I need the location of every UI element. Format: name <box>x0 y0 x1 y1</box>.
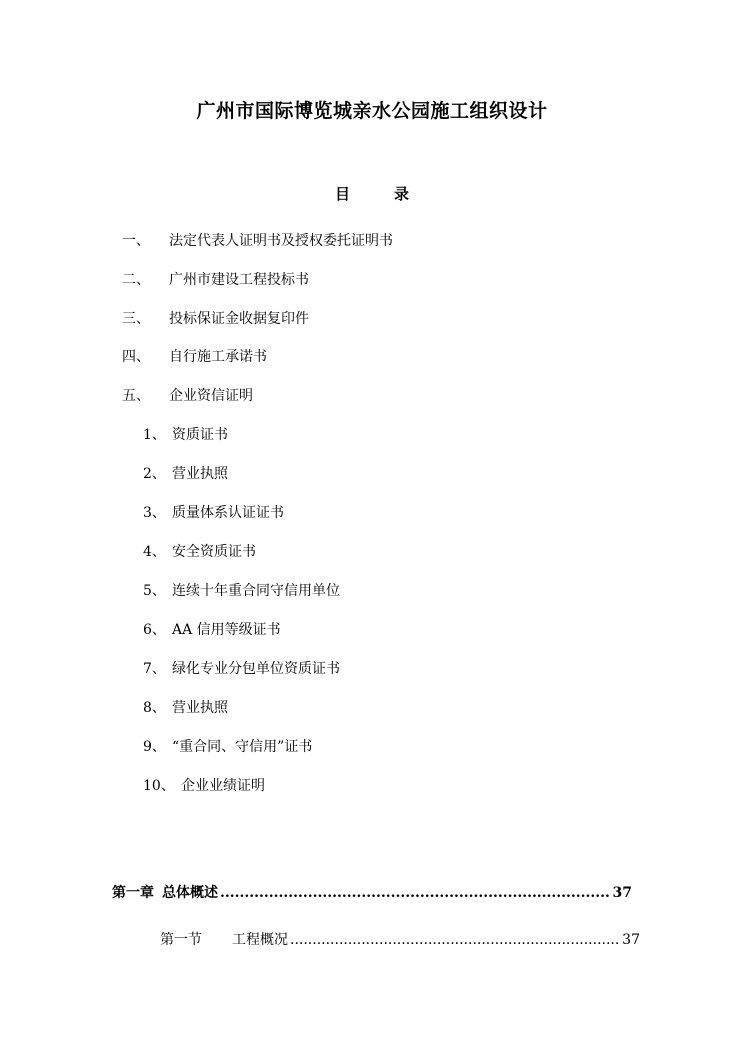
toc-subitem-label: 安全资质证书 <box>172 544 256 560</box>
toc-item-label: 企业资信证明 <box>169 388 253 404</box>
toc-item-number: 三、 <box>122 311 150 327</box>
toc-subitem-label: 绿化专业分包单位资质证书 <box>172 661 340 677</box>
toc-chapter-entry[interactable] <box>112 882 632 902</box>
toc-subitem-label: 连续十年重合同守信用单位 <box>172 583 340 599</box>
toc-item-label: 法定代表人证明书及授权委托证明书 <box>169 233 393 249</box>
toc-item-label: 广州市建设工程投标书 <box>169 272 309 288</box>
toc-subitem-label: AA 信用等级证书 <box>172 622 281 638</box>
toc-item-number: 一、 <box>122 233 150 249</box>
toc-item-label: 投标保证金收据复印件 <box>169 311 309 327</box>
toc-subitem-number: 1、 <box>143 427 166 443</box>
toc-subitem-number: 9、 <box>143 739 166 755</box>
toc-subitem-label: 企业业绩证明 <box>181 778 265 794</box>
document-title: 广州市国际博览城亲水公园施工组织设计 <box>196 100 548 122</box>
section-page-number: 37 <box>622 932 640 948</box>
toc-subitem-label: 营业执照 <box>172 466 228 482</box>
dot-leader <box>290 932 620 948</box>
toc-subitem-number: 7、 <box>143 661 166 677</box>
toc-subitem-label: “重合同、守信用”证书 <box>172 739 313 755</box>
toc-section-entry[interactable] <box>160 929 640 949</box>
toc-item-label: 自行施工承诺书 <box>169 349 267 365</box>
section-title: 工程概况 <box>232 932 288 948</box>
toc-item-number: 四、 <box>122 349 150 365</box>
chapter-page-number: 37 <box>612 885 632 901</box>
toc-item-number: 二、 <box>122 272 150 288</box>
toc-subitem-number: 2、 <box>143 466 166 482</box>
toc-heading-left: 目 <box>334 185 350 203</box>
toc-subitem-number: 5、 <box>143 583 166 599</box>
section-label: 第一节 <box>160 932 202 948</box>
toc-subitem-number: 3、 <box>143 505 166 521</box>
chapter-title: 总体概述 <box>162 885 218 901</box>
toc-subitem-number: 6、 <box>143 622 166 638</box>
toc-subitem-label: 质量体系认证证书 <box>172 505 284 521</box>
toc-subitem-number: 10、 <box>143 778 175 794</box>
toc-heading <box>0 183 744 204</box>
chapter-label: 第一章 <box>112 885 154 901</box>
dot-leader <box>220 885 611 901</box>
toc-subitem-label: 营业执照 <box>172 700 228 716</box>
toc-subitem-number: 8、 <box>143 700 166 716</box>
toc-subitem-number: 4、 <box>143 544 166 560</box>
toc-item-number: 五、 <box>122 388 150 404</box>
toc-subitem-label: 资质证书 <box>172 427 228 443</box>
toc-heading-right: 录 <box>394 185 410 203</box>
